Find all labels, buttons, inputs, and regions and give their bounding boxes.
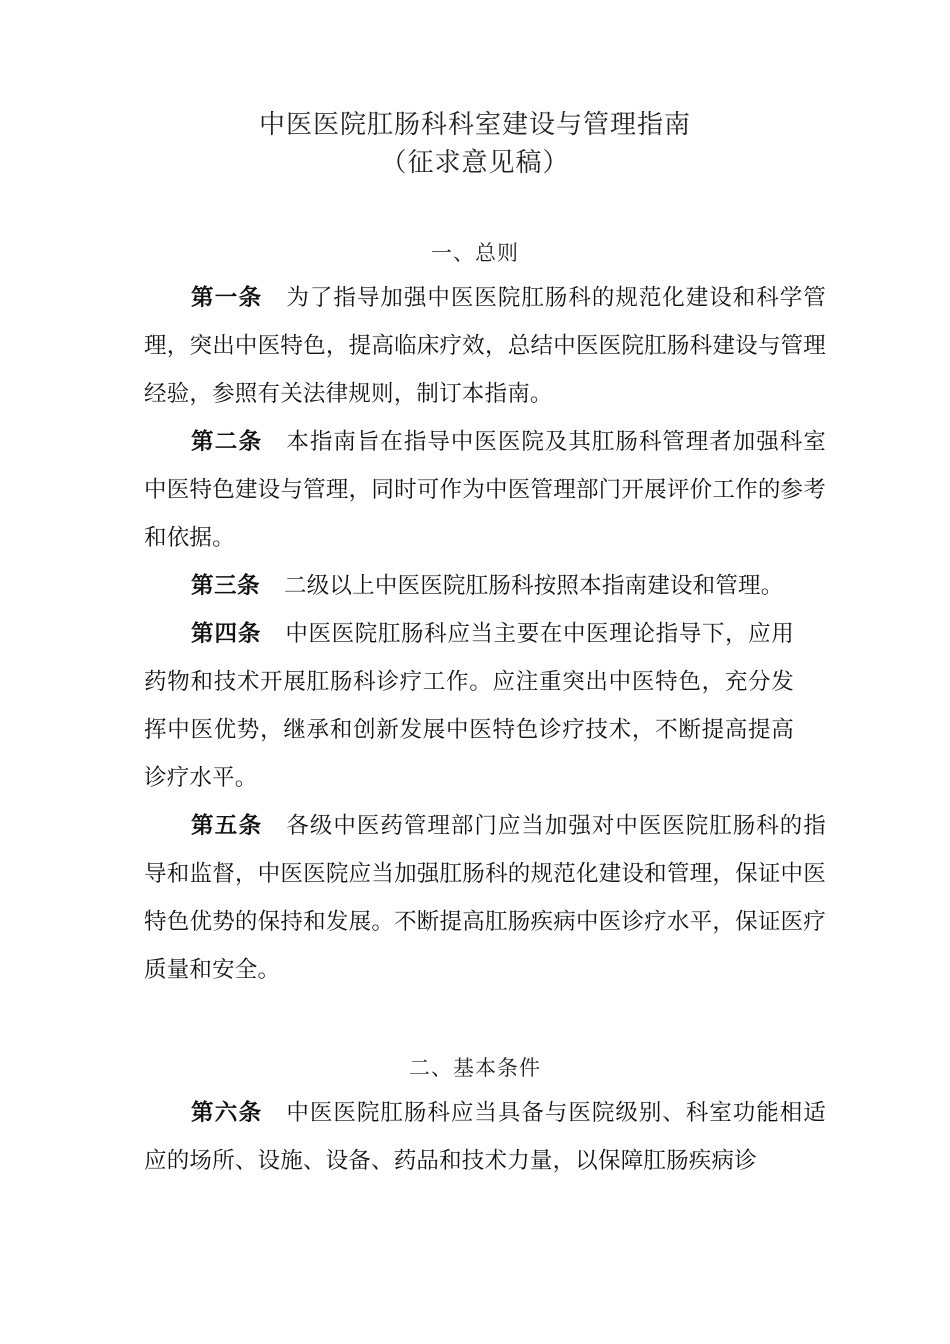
article-text: 为了指导加强中医医院肛肠科的规范化建设和科学管理，突出中医特色，提高临床疗效，总结中医医院肛肠科建设与管理经验，参照有关法律规则，制订本指南。 — [144, 285, 826, 407]
section-heading-general: 一、总则 — [431, 241, 519, 265]
article-5 — [144, 802, 826, 994]
article-text: 中医医院肛肠科应当主要在中医理论指导下，应用药物和技术开展肛肠科诊疗工作。应注重突出中医特色，充分发挥中医优势，继承和创新发展中医特色诊疗技术，不断提高提高诊疗水平。 — [144, 621, 794, 791]
article-label: 第二条 — [191, 429, 263, 455]
section-heading-basic-conditions: 二、基本条件 — [409, 1056, 541, 1080]
document-title: 中医医院肛肠科科室建设与管理指南 — [258, 110, 691, 140]
article-4 — [144, 610, 794, 802]
article-text: 中医医院肛肠科应当具备与医院级别、科室功能相适应的场所、设施、设备、药品和技术力量，以保障肛肠疾病诊 — [144, 1100, 826, 1174]
article-1 — [144, 274, 826, 418]
article-text: 本指南旨在指导中医医院及其肛肠科管理者加强科室中医特色建设与管理，同时可作为中医管理部门开展评价工作的参考和依据。 — [144, 429, 826, 551]
article-label: 第六条 — [191, 1100, 263, 1126]
document-title-block — [0, 106, 950, 182]
article-6 — [144, 1089, 826, 1185]
article-label: 第五条 — [191, 813, 263, 839]
article-3 — [144, 562, 826, 610]
article-text: 各级中医药管理部门应当加强对中医医院肛肠科的指导和监督，中医医院应当加强肛肠科的规范化建设和管理，保证中医特色优势的保持和发展。不断提高肛肠疾病中医诊疗水平，保证医疗质量和安全。 — [144, 813, 826, 983]
article-label: 第三条 — [191, 573, 261, 599]
document-subtitle: （征求意见稿） — [380, 148, 570, 178]
article-text: 二级以上中医医院肛肠科按照本指南建设和管理。 — [284, 573, 784, 599]
article-2 — [144, 418, 826, 562]
article-label: 第一条 — [191, 285, 263, 311]
article-label: 第四条 — [191, 621, 262, 647]
